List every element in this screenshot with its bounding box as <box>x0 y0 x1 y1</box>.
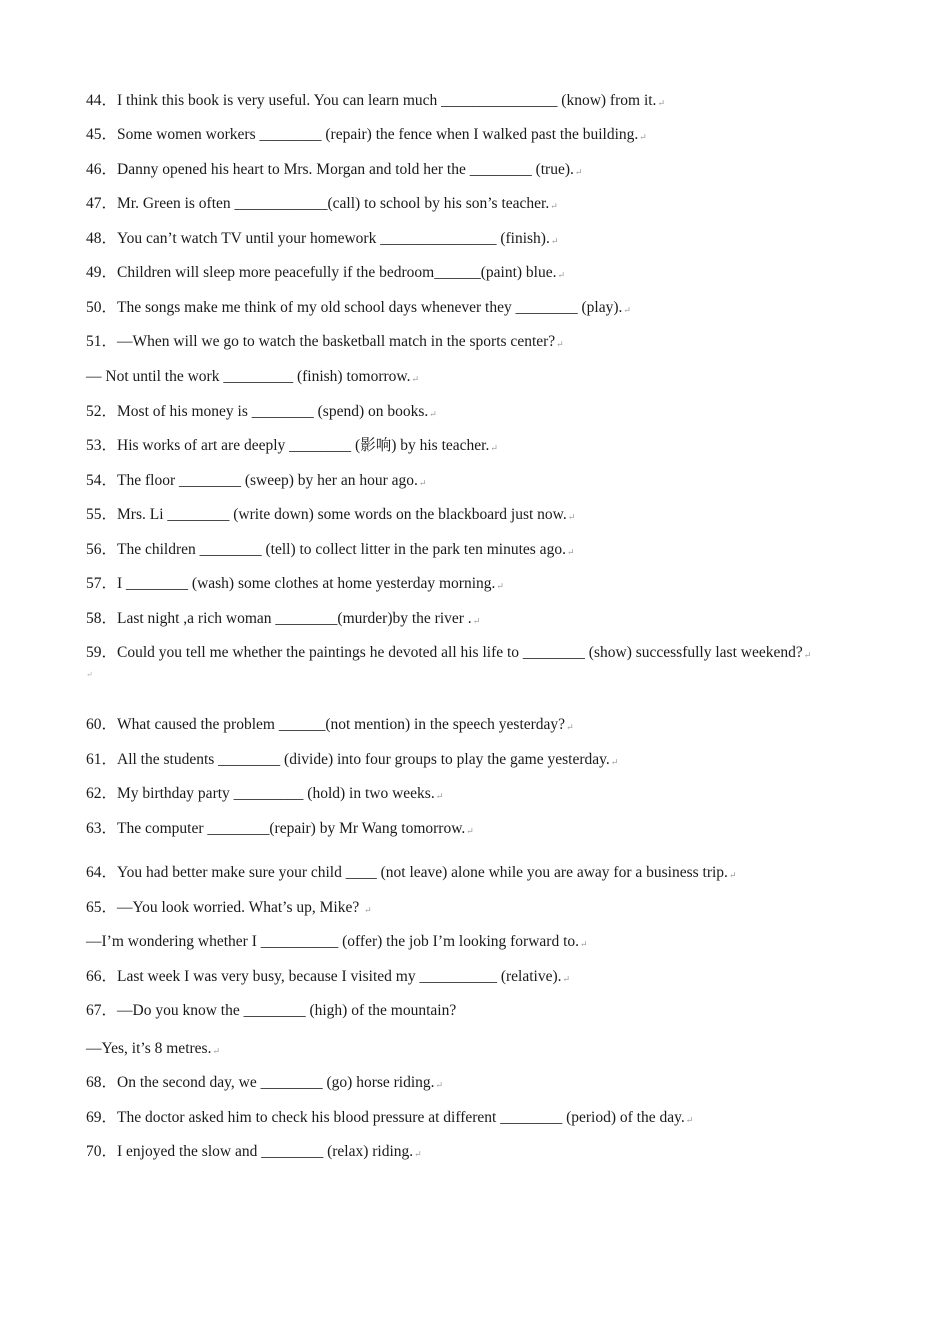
exercise-44: 44．I think this book is very useful. You can learn much _______________ (know) from it.↵ <box>86 92 665 109</box>
exercise-70: 70．I enjoyed the slow and ________ (relax) riding.↵ <box>86 1143 422 1160</box>
exercise-53: 53．His works of art are deeply ________ (影响) by his teacher.↵ <box>86 437 498 454</box>
exercise-65: 65．—You look worried. What’s up, Mike? ↵ <box>86 899 372 916</box>
empty-paragraph-mark: ↵ <box>86 670 93 679</box>
exercise-55: 55．Mrs. Li ________ (write down) some words on the blackboard just now.↵ <box>86 506 576 523</box>
exercise-54: 54．The floor ________ (sweep) by her an hour ago.↵ <box>86 472 427 489</box>
exercise-48: 48．You can’t watch TV until your homework _______________ (finish).↵ <box>86 230 559 247</box>
exercise-51-answer-line: — Not until the work _________ (finish) tomorrow.↵ <box>86 368 420 385</box>
exercise-50: 50．The songs make me think of my old school days whenever they ________ (play).↵ <box>86 299 631 316</box>
exercise-69: 69．The doctor asked him to check his blood pressure at different ________ (period) of the day.↵ <box>86 1109 694 1126</box>
exercise-65-answer-line: —I’m wondering whether I __________ (offer) the job I’m looking forward to.↵ <box>86 933 588 950</box>
exercise-68: 68．On the second day, we ________ (go) horse riding.↵ <box>86 1074 444 1091</box>
exercise-46: 46．Danny opened his heart to Mrs. Morgan and told her the ________ (true).↵ <box>86 161 583 178</box>
exercise-47: 47．Mr. Green is often ____________(call) to school by his son’s teacher.↵ <box>86 195 558 212</box>
exercise-60: 60．What caused the problem ______(not mention) in the speech yesterday?↵ <box>86 716 574 733</box>
exercise-51: 51．—When will we go to watch the basketball match in the sports center?↵ <box>86 333 564 350</box>
exercise-64: 64．You had better make sure your child ____ (not leave) alone while you are away for a business trip.↵ <box>86 864 737 881</box>
exercise-56: 56．The children ________ (tell) to collect litter in the park ten minutes ago.↵ <box>86 541 575 558</box>
exercise-62: 62．My birthday party _________ (hold) in two weeks.↵ <box>86 785 444 802</box>
exercise-49: 49．Children will sleep more peacefully if the bedroom______(paint) blue.↵ <box>86 264 566 281</box>
exercise-61: 61．All the students ________ (divide) into four groups to play the game yesterday.↵ <box>86 751 619 768</box>
exercise-45: 45．Some women workers ________ (repair) the fence when I walked past the building.↵ <box>86 126 647 143</box>
exercise-66: 66．Last week I was very busy, because I visited my __________ (relative).↵ <box>86 968 571 985</box>
exercise-67: 67．—Do you know the ________ (high) of the mountain? <box>86 1002 457 1019</box>
exercise-52: 52．Most of his money is ________ (spend) on books.↵ <box>86 403 437 420</box>
exercise-67-answer-line: —Yes, it’s 8 metres.↵ <box>86 1040 220 1057</box>
exercise-58: 58．Last night ,a rich woman ________(murder)by the river .↵ <box>86 610 481 627</box>
exercise-59: 59．Could you tell me whether the paintings he devoted all his life to ________ (show) successfully last weekend?↵ <box>86 644 812 661</box>
exercise-57: 57．I ________ (wash) some clothes at home yesterday morning.↵ <box>86 575 504 592</box>
exercise-63: 63．The computer ________(repair) by Mr Wang tomorrow.↵ <box>86 820 474 837</box>
